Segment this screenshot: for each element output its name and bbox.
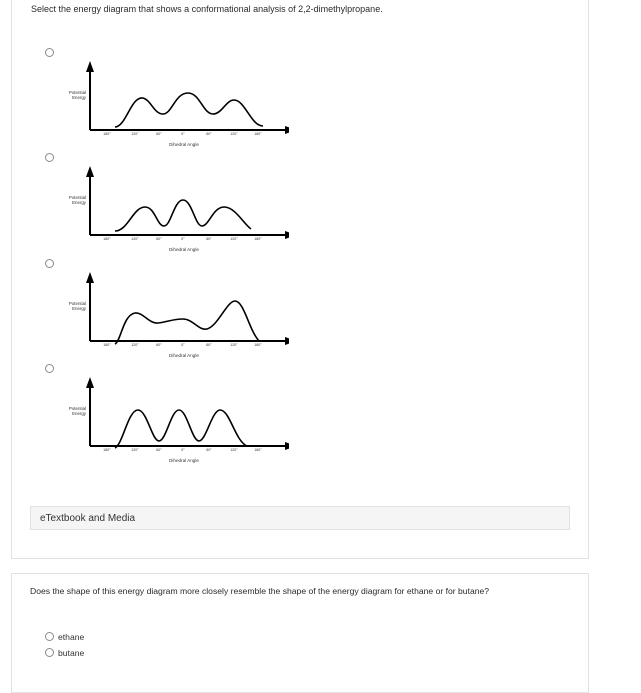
tick-label: 120° (131, 343, 139, 347)
tick-label: 120° (230, 132, 238, 136)
radio-butane[interactable] (45, 648, 54, 657)
y-axis-label-line1: Potential (68, 195, 86, 200)
tick-label: 0° (181, 237, 185, 241)
tick-label: 120° (230, 237, 238, 241)
y-axis-arrow (86, 61, 94, 72)
tick-label: 60° (156, 448, 162, 452)
x-axis-arrow (285, 126, 289, 134)
y-axis-label-line2: Energy (72, 411, 86, 416)
y-axis-arrow (86, 272, 94, 283)
y-axis-label-line1: Potential (68, 406, 86, 411)
followup-prompt: Does the shape of this energy diagram more closely resemble the shape of the energy diagram for ethane or for butane? (30, 586, 490, 596)
tick-label: 60° (206, 343, 212, 347)
x-axis-arrow (285, 231, 289, 239)
tick-label: 120° (131, 448, 139, 452)
tick-label: 60° (206, 132, 212, 136)
answer-option-c[interactable] (29, 259, 289, 361)
energy-curve (115, 301, 259, 344)
energy-curve (115, 200, 251, 231)
tick-label: 60° (156, 132, 162, 136)
y-axis-arrow (86, 377, 94, 388)
y-axis-label-line1: Potential (68, 90, 86, 95)
question-prompt: Select the energy diagram that shows a conformational analysis of 2,2-dimethylpropane. (31, 4, 383, 14)
y-axis-arrow (86, 166, 94, 177)
tick-label: 0° (181, 343, 185, 347)
tick-label: 60° (156, 237, 162, 241)
tick-label: 180° (103, 132, 111, 136)
tick-label: 0° (181, 132, 185, 136)
x-axis-label: Dihedral Angle (169, 247, 199, 252)
answer-label-ethane: ethane (58, 632, 85, 642)
tick-label: 180° (254, 343, 262, 347)
energy-curve (115, 410, 247, 448)
radio-ethane[interactable] (45, 632, 54, 641)
tick-label: 180° (103, 237, 111, 241)
etextbook-media-button[interactable]: eTextbook and Media (30, 506, 570, 530)
x-axis-arrow (285, 442, 289, 450)
answer-option-ethane[interactable] (45, 632, 84, 642)
tick-label: 180° (254, 448, 262, 452)
energy-curve (115, 93, 263, 127)
tick-label: 120° (230, 448, 238, 452)
y-axis-label-line1: Potential (68, 301, 86, 306)
y-axis-label-line2: Energy (72, 306, 86, 311)
x-axis-arrow (285, 337, 289, 345)
x-axis-label: Dihedral Angle (169, 142, 199, 147)
tick-label: 120° (230, 343, 238, 347)
tick-label: 60° (206, 448, 212, 452)
answer-label-butane: butane (58, 648, 85, 658)
tick-label: 180° (103, 448, 111, 452)
tick-label: 120° (131, 237, 139, 241)
tick-label: 0° (181, 448, 185, 452)
tick-label: 180° (254, 132, 262, 136)
tick-label: 120° (131, 132, 139, 136)
answer-option-butane[interactable] (45, 648, 84, 658)
x-axis-label: Dihedral Angle (169, 353, 199, 358)
answer-option-d[interactable] (29, 364, 289, 466)
y-axis-label-line2: Energy (72, 95, 86, 100)
answer-option-b[interactable] (29, 153, 289, 255)
tick-label: 180° (103, 343, 111, 347)
tick-label: 60° (206, 237, 212, 241)
answer-option-a[interactable] (29, 48, 289, 150)
x-axis-label: Dihedral Angle (169, 458, 199, 463)
tick-label: 60° (156, 343, 162, 347)
y-axis-label-line2: Energy (72, 200, 86, 205)
tick-label: 180° (254, 237, 262, 241)
